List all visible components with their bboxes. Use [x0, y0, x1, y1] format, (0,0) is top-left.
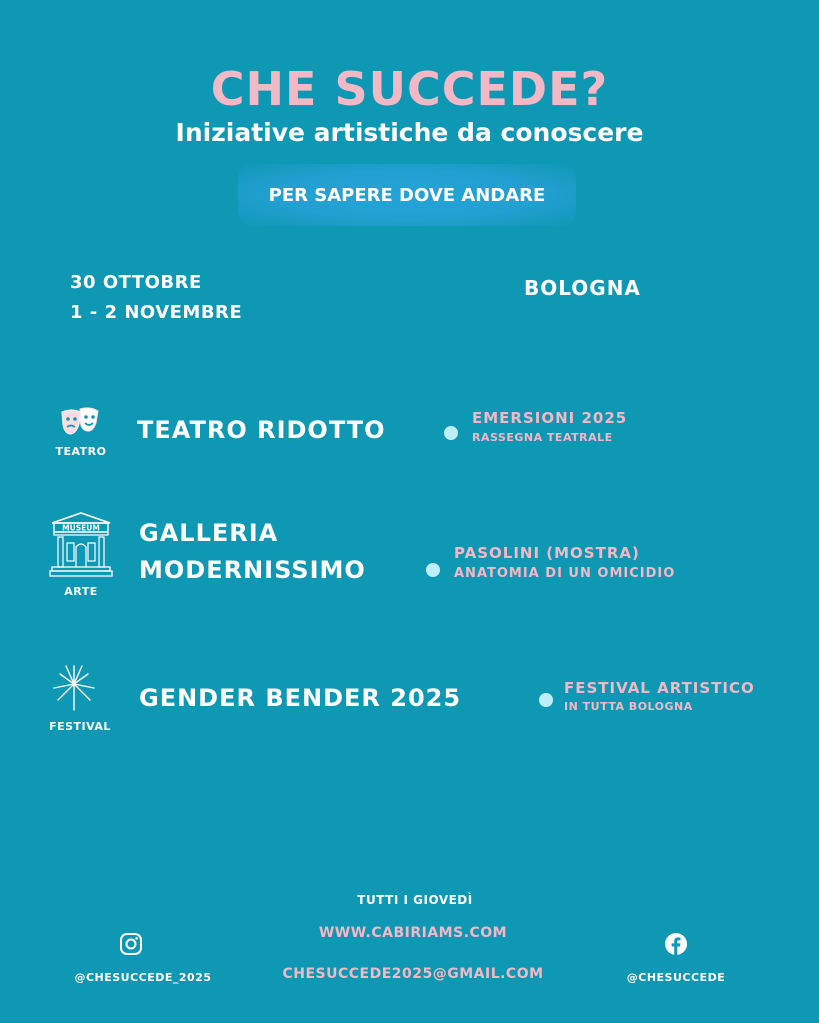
fireworks-icon [48, 660, 100, 712]
title-text: CHE SUCCEDE [210, 62, 581, 116]
museum-icon-text: MUSEUM [62, 523, 100, 533]
instagram-icon[interactable] [119, 932, 143, 956]
event-detail-bologna: IN TUTTA BOLOGNA [564, 700, 693, 713]
date-line-1: 30 OTTOBRE [70, 272, 202, 293]
schedule-label: TUTTI I GIOVEDÌ [357, 893, 473, 907]
event-title-festival: FESTIVAL ARTISTICO [564, 679, 755, 697]
event-detail-anatomia: ANATOMIA DI UN OMICIDIO [454, 566, 676, 581]
cta-label: PER SAPERE DOVE ANDARE [268, 184, 546, 206]
cta-banner [238, 164, 576, 226]
event-detail-rassegna: RASSEGNA TEATRALE [472, 431, 613, 444]
bullet-dot [426, 563, 440, 577]
website-link[interactable]: WWW.CABIRIAMS.COM [318, 925, 508, 941]
page-title [0, 62, 819, 116]
email-link[interactable]: CHESUCCEDE2025@GMAIL.COM [282, 966, 544, 982]
venue-gender-bender: GENDER BENDER 2025 [139, 684, 462, 712]
category-label-arte: ARTE [64, 585, 98, 598]
date-line-2: 1 - 2 NOVEMBRE [70, 302, 243, 323]
theater-masks-icon [58, 406, 104, 442]
event-title-emersioni: EMERSIONI 2025 [472, 409, 628, 427]
museum-icon [48, 511, 114, 579]
page-subtitle: Iniziative artistiche da conoscere [175, 118, 644, 147]
bullet-dot [444, 426, 458, 440]
venue-galleria-line2: MODERNISSIMO [139, 556, 366, 584]
category-label-teatro: TEATRO [55, 445, 107, 458]
city-label: BOLOGNA [524, 276, 641, 300]
title-question-mark: ? [580, 62, 609, 116]
bullet-dot [539, 693, 553, 707]
facebook-icon[interactable] [664, 932, 688, 956]
category-label-festival: FESTIVAL [49, 720, 111, 733]
event-title-pasolini: PASOLINI (MOSTRA) [454, 544, 640, 562]
facebook-handle[interactable]: @CHESUCCEDE [626, 971, 726, 984]
instagram-handle[interactable]: @CHESUCCEDE_2025 [74, 971, 212, 984]
venue-teatro-ridotto: TEATRO RIDOTTO [137, 416, 386, 444]
venue-galleria-line1: GALLERIA [139, 519, 279, 547]
